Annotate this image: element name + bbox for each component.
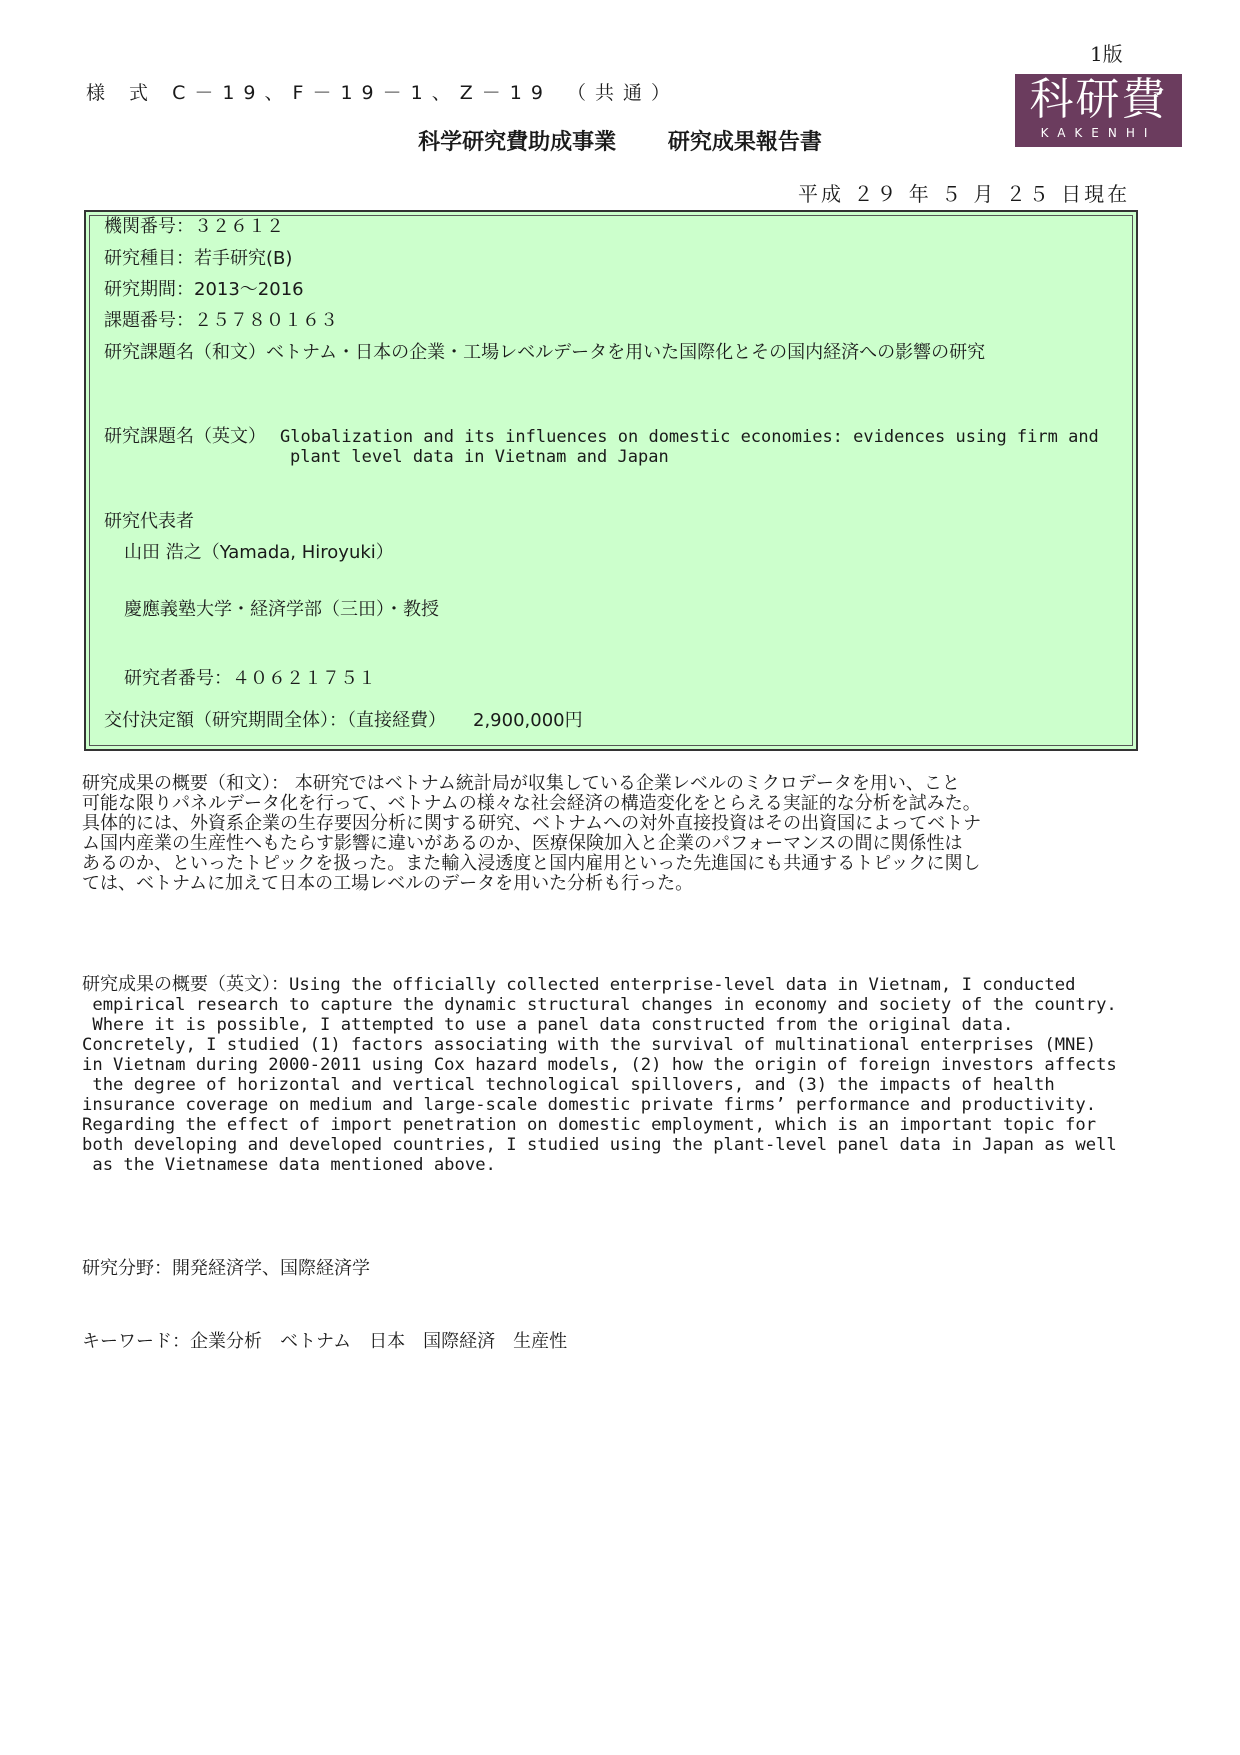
summary-en-line: Concretely, I studied (1) factors associating with the survival of multinational enterprises (MNE) xyxy=(82,1035,1097,1055)
summary-ja xyxy=(82,774,981,894)
representative-label: 研究代表者 xyxy=(104,511,194,532)
research-field: 研究分野：開発経済学、国際経済学 xyxy=(82,1258,370,1279)
summary-ja-line: 研究成果の概要（和文）： 本研究ではベトナム統計局が収集している企業レベルのミクロデータを用い、こと xyxy=(82,773,960,794)
title-report-type: 研究成果報告書 xyxy=(667,130,822,155)
representative-affiliation: 慶應義塾大学・経済学部（三田）・教授 xyxy=(124,599,439,620)
document-title xyxy=(0,125,1240,156)
researcher-number: 研究者番号：４０６２１７５１ xyxy=(124,668,376,689)
summary-ja-line: 可能な限りパネルデータ化を行って、ベトナムの様々な社会経済の構造変化をとらえる実証的な分析を試みた。 xyxy=(82,793,981,814)
title-grant-program: 科学研究費助成事業 xyxy=(418,130,617,155)
edition-label: 1版 xyxy=(1090,42,1123,66)
institution-number: 機関番号：３２６１２ xyxy=(104,216,284,237)
summary-en-line: insurance coverage on medium and large-scale domestic private firms’ performance and productivity. xyxy=(82,1095,1097,1115)
as-of-date: 平成 ２９ 年 ５ 月 ２５ 日現在 xyxy=(798,182,1131,206)
project-title-ja: 研究課題名（和文）ベトナム・日本の企業・工場レベルデータを用いた国際化とその国内経済への影響の研究 xyxy=(104,342,986,363)
logo-kanji: 科研費 xyxy=(1029,74,1168,125)
logo-roman: KAKENHI xyxy=(1040,126,1157,140)
summary-en-line: in Vietnam during 2000-2011 using Cox hazard models, (2) how the origin of foreign investors affects xyxy=(82,1055,1117,1075)
project-number: 課題番号：２５７８０１６３ xyxy=(104,310,338,331)
summary-en-line: the degree of horizontal and vertical technological spillovers, and (3) the impacts of health xyxy=(82,1075,1055,1095)
summary-en-line: Where it is possible, I attempted to use a panel data constructed from the original data. xyxy=(82,1015,1014,1035)
summary-ja-line: 具体的には、外資系企業の生存要因分析に関する研究、ベトナムへの対外直接投資はその出資国によってベトナ xyxy=(82,813,982,834)
project-title-en-label: 研究課題名（英文） xyxy=(104,426,266,447)
grant-amount: 交付決定額（研究期間全体）：（直接経費） 2,900,000円 xyxy=(104,710,583,731)
summary-en xyxy=(82,975,1117,1175)
keywords: キーワード：企業分析 ベトナム 日本 国際経済 生産性 xyxy=(82,1331,568,1352)
research-period: 研究期間：2013～2016 xyxy=(104,279,304,300)
project-title-en-line1: Globalization and its influences on domestic economies: evidences using firm and xyxy=(280,427,1099,447)
research-category: 研究種目：若手研究(B) xyxy=(104,248,293,269)
summary-en-first-line: Using the officially collected enterprise-level data in Vietnam, I conducted xyxy=(289,975,1076,995)
summary-en-line: as the Vietnamese data mentioned above. xyxy=(82,1155,496,1175)
representative-name: 山田 浩之（Yamada, Hiroyuki） xyxy=(124,542,394,563)
project-title-en-line2: plant level data in Vietnam and Japan xyxy=(290,447,669,467)
summary-ja-line: ては、ベトナムに加えて日本の工場レベルのデータを用いた分析も行った。 xyxy=(82,873,694,894)
summary-en-line: empirical research to capture the dynamic structural changes in economy and society of the country. xyxy=(82,995,1117,1015)
summary-ja-line: あるのか、といったトピックを扱った。また輸入浸透度と国内雇用といった先進国にも共通するトピックに関し xyxy=(82,853,981,874)
summary-en-label: 研究成果の概要（英文）： xyxy=(82,974,289,995)
summary-ja-line: ム国内産業の生産性へもたらす影響に違いがあるのか、医療保険加入と企業のパフォーマンスの間に関係性は xyxy=(82,833,963,854)
form-code: 様 式 C－19、F－19－1、Z－19 （共通） xyxy=(86,82,679,104)
summary-en-line: both developing and developed countries, I studied using the plant-level panel data in Japan as well xyxy=(82,1135,1117,1155)
summary-en-line: Regarding the effect of import penetration on domestic employment, which is an important topic for xyxy=(82,1115,1097,1135)
